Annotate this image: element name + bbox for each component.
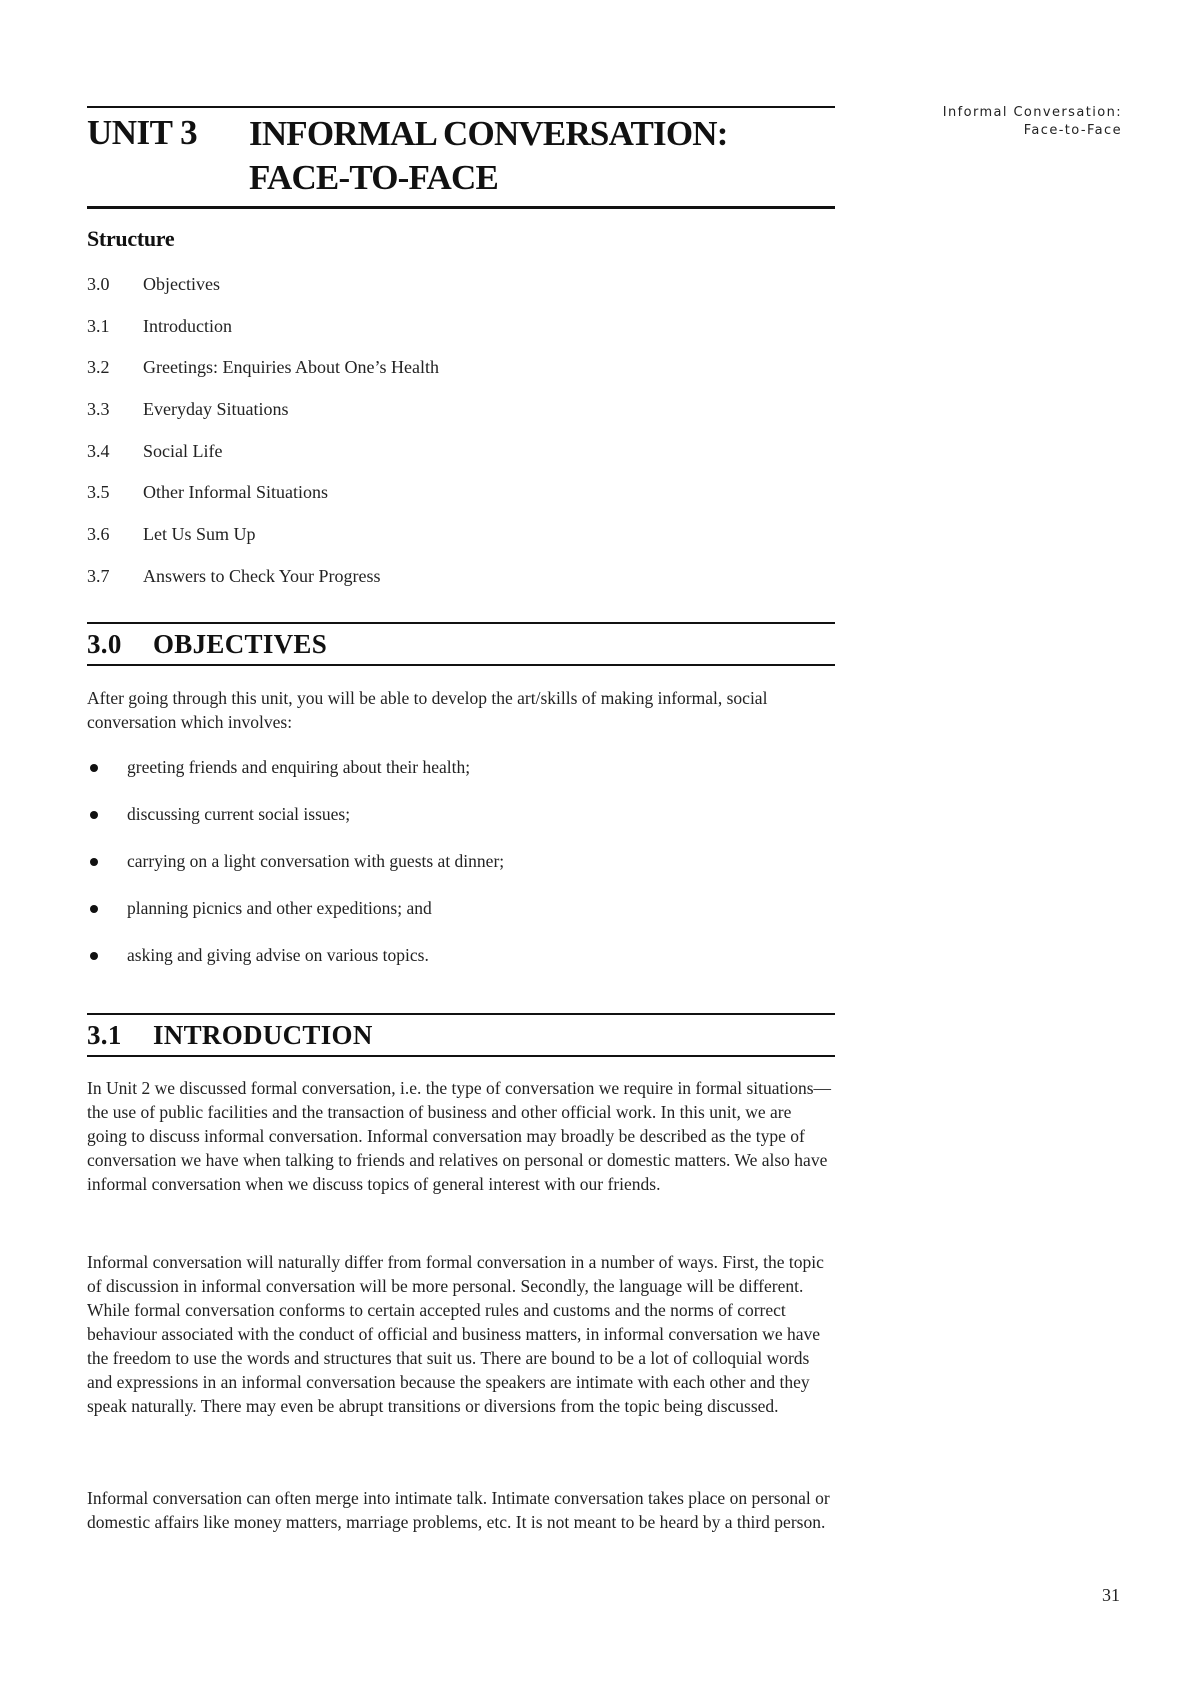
bullet-text: greeting friends and enquiring about their health; — [127, 757, 471, 777]
structure-item-number: 3.1 — [87, 315, 110, 336]
structure-item — [87, 524, 835, 566]
bullet-text: discussing current social issues; — [127, 804, 351, 824]
objectives-bullet-list — [87, 757, 835, 992]
structure-item — [87, 399, 835, 441]
structure-item-number: 3.2 — [87, 357, 110, 378]
bullet-icon — [87, 945, 127, 960]
structure-list — [87, 274, 835, 608]
structure-item-title: Everyday Situations — [143, 399, 289, 420]
bullet-item — [87, 757, 835, 804]
structure-item-number: 3.6 — [87, 524, 110, 545]
structure-item-number: 3.0 — [87, 274, 110, 294]
bullet-item — [87, 898, 835, 945]
structure-item-title: Other Informal Situations — [143, 482, 328, 503]
bullet-icon — [87, 757, 127, 772]
title-bottom-rule — [87, 206, 835, 209]
structure-item-title: Answers to Check Your Progress — [143, 565, 381, 586]
body-paragraph: Informal conversation can often merge into intimate talk. Intimate conversation takes place on personal or domestic affairs like money matters, marriage problems, etc. It is not meant to be heard by a third person. — [87, 1488, 830, 1532]
structure-item — [87, 566, 835, 608]
structure-item-number: 3.4 — [87, 440, 110, 461]
unit-heading-line2: FACE-TO-FACE — [249, 158, 499, 197]
structure-item-title: Social Life — [143, 440, 223, 461]
section-title: OBJECTIVES — [153, 628, 328, 659]
structure-item-title: Greetings: Enquiries About One’s Health — [143, 357, 439, 378]
unit-title-block — [87, 106, 835, 209]
running-header-line1: Informal Conversation: — [942, 105, 1122, 120]
structure-item-number: 3.5 — [87, 482, 110, 503]
bullet-item — [87, 945, 835, 992]
body-paragraph: In Unit 2 we discussed formal conversation, i.e. the type of conversation we require in formal situations—the use of public facilities and the transaction of business and other official work. In this unit, we are going to discuss informal conversation. Informal conversation may broadly be described as the type of conversation we have when talking to friends and relatives on personal or domestic matters. We also have informal conversation when we discuss topics of general interest with our friends. — [87, 1078, 832, 1194]
structure-item-title: Introduction — [143, 315, 232, 336]
structure-item — [87, 482, 835, 524]
bullet-item — [87, 804, 835, 851]
bullet-item — [87, 851, 835, 898]
structure-section — [87, 226, 835, 608]
running-header — [882, 104, 1122, 140]
section-number: 3.1 — [87, 1019, 122, 1050]
structure-item — [87, 441, 835, 483]
structure-item-number: 3.3 — [87, 399, 110, 420]
introduction-section-heading — [87, 1013, 835, 1057]
bullet-text: asking and giving advise on various topics. — [127, 945, 429, 965]
section-title: INTRODUCTION — [153, 1019, 373, 1050]
bullet-icon — [87, 804, 127, 819]
objectives-section-heading — [87, 622, 835, 666]
structure-item-number: 3.7 — [87, 565, 110, 586]
structure-item — [87, 357, 835, 399]
structure-heading: Structure — [87, 226, 175, 251]
section-bottom-rule — [87, 1055, 835, 1057]
bullet-icon — [87, 851, 127, 866]
unit-heading-line1: INFORMAL CONVERSATION: — [249, 114, 728, 153]
page-number: 31 — [1102, 1585, 1120, 1605]
structure-item — [87, 274, 835, 316]
bullet-text: planning picnics and other expeditions; and — [127, 898, 432, 918]
section-number: 3.0 — [87, 628, 122, 659]
objectives-intro-paragraph: After going through this unit, you will be able to develop the art/skills of making informal, social conversation which involves: — [87, 688, 768, 732]
unit-label: UNIT 3 — [87, 113, 198, 152]
running-header-line2: Face-to-Face — [1023, 123, 1122, 138]
section-bottom-rule — [87, 664, 835, 666]
bullet-icon — [87, 898, 127, 913]
structure-item — [87, 316, 835, 358]
bullet-text: carrying on a light conversation with guests at dinner; — [127, 851, 505, 871]
body-paragraph: Informal conversation will naturally differ from formal conversation in a number of ways. First, the topic of discussion in informal conversation will be more personal. Secondly, the language will be different. While formal conversation conforms to certain accepted rules and customs and the norms of correct behaviour associated with the conduct of official and business matters, in informal conversation we have the freedom to use the words and structures that suit us. There are bound to be a lot of colloquial words and expressions in an informal conversation because the speakers are intimate with each other and they speak naturally. There may even be abrupt transitions or diversions from the topic being discussed. — [87, 1252, 824, 1416]
unit-heading — [249, 112, 728, 200]
structure-item-title: Let Us Sum Up — [143, 524, 256, 545]
structure-item-title: Objectives — [143, 274, 220, 294]
